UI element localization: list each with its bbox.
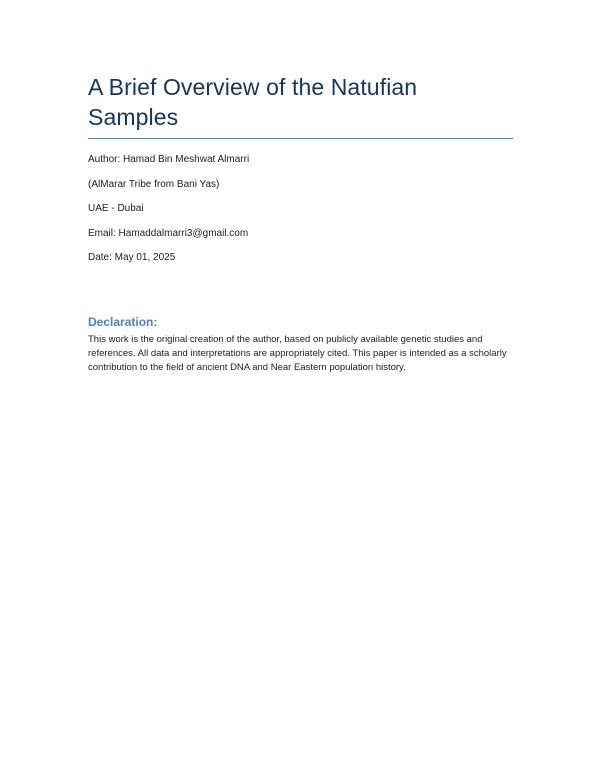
document-title: A Brief Overview of the Natufian Samples [88, 74, 418, 130]
title-underline [88, 138, 513, 139]
location-line: UAE - Dubai [88, 203, 144, 214]
author-line: Author: Hamad Bin Meshwat Almarri [88, 154, 250, 165]
title-block [88, 72, 513, 139]
email-line: Email: Hamaddalmarri3@gmail.com [88, 227, 249, 239]
tribe-line: (AlMarar Tribe from Bani Yas) [88, 178, 220, 190]
author-meta [88, 153, 513, 276]
date-line: Date: May 01, 2025 [88, 252, 176, 263]
declaration-section [88, 314, 518, 375]
declaration-heading: Declaration: [88, 315, 158, 329]
declaration-text: This work is the original creation of the author, based on publicly available genetic studies and references. All data and interpretations are appropriately cited. This paper is intended as a scholarly contribution to the field of ancient DNA and Near Eastern population history. [88, 334, 507, 373]
